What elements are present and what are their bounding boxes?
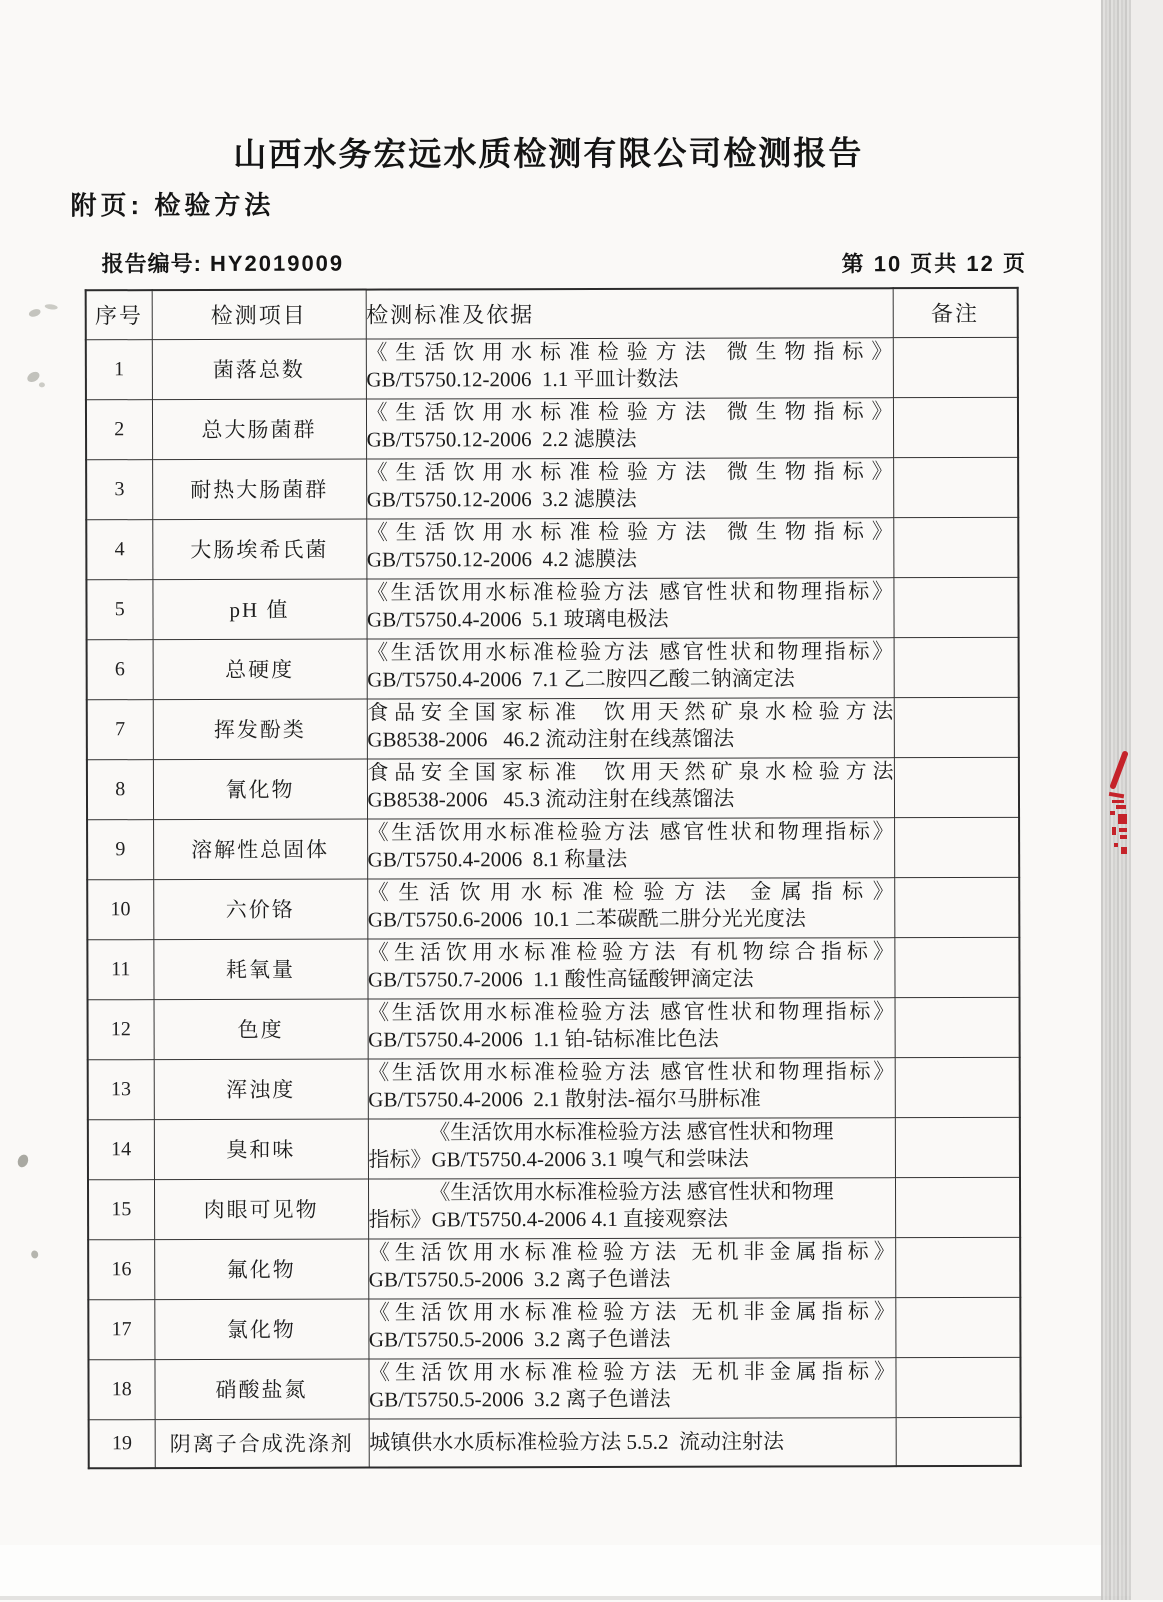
methods-table bbox=[85, 287, 1022, 1469]
standard-cell bbox=[368, 1057, 895, 1118]
test-item-cell: 氰化物 bbox=[153, 759, 367, 820]
standard-cell bbox=[366, 397, 893, 458]
standard-line-1: 《生活饮用水标准检验方法 无机非金属指标》 bbox=[368, 1358, 896, 1385]
standard-line-2: GB/T5750.5-2006 3.2 离子色谱法 bbox=[368, 1266, 671, 1292]
standard-cell bbox=[367, 817, 894, 878]
remark-cell bbox=[895, 1117, 1020, 1177]
test-item-cell: 总硬度 bbox=[153, 639, 367, 700]
standard-cell bbox=[368, 1177, 895, 1238]
methods-table-body bbox=[86, 337, 1021, 1468]
row-index-cell: 8 bbox=[87, 759, 153, 819]
col-header-standard: 检测标准及依据 bbox=[366, 288, 893, 338]
row-index-cell: 10 bbox=[87, 879, 153, 939]
standard-cell bbox=[369, 1417, 896, 1467]
standard-line-2: GB/T5750.5-2006 3.2 离子色谱法 bbox=[369, 1386, 671, 1412]
standard-line-1: 食品安全国家标准 饮用天然矿泉水检验方法 bbox=[367, 758, 894, 785]
standard-line-2: 指标》GB/T5750.4-2006 4.1 直接观察法 bbox=[368, 1206, 728, 1232]
standard-cell bbox=[368, 1237, 895, 1298]
table-row bbox=[87, 637, 1019, 699]
table-row bbox=[87, 877, 1019, 939]
standard-cell bbox=[367, 697, 894, 758]
test-item-cell: 六价铬 bbox=[153, 879, 367, 940]
remark-cell bbox=[893, 517, 1018, 577]
standard-line-1: 《生活饮用水标准检验方法 无机非金属指标》 bbox=[368, 1238, 895, 1265]
row-index-cell: 13 bbox=[88, 1059, 154, 1119]
row-index-cell: 3 bbox=[86, 459, 152, 519]
standard-cell bbox=[366, 577, 893, 638]
table-row bbox=[86, 457, 1018, 519]
row-index-cell: 11 bbox=[87, 939, 153, 999]
row-index-cell: 19 bbox=[89, 1419, 155, 1468]
row-index-cell: 7 bbox=[87, 699, 153, 759]
standard-line-2: GB/T5750.12-2006 4.2 滤膜法 bbox=[366, 546, 637, 572]
standard-line-1: 《生活饮用水标准检验方法 微生物指标》 bbox=[366, 458, 893, 485]
report-number-label: 报告编号: bbox=[101, 250, 202, 277]
standard-line-2: GB/T5750.4-2006 8.1 称量法 bbox=[367, 846, 628, 872]
test-item-cell: 耐热大肠菌群 bbox=[152, 459, 366, 520]
test-item-cell: pH 值 bbox=[152, 579, 366, 640]
table-row bbox=[88, 1177, 1020, 1239]
standard-cell bbox=[366, 337, 893, 398]
standard-line-1: 城镇供水水质标准检验方法 5.5.2 流动注射法 bbox=[369, 1429, 784, 1455]
col-header-index: 序号 bbox=[86, 290, 152, 339]
standard-cell bbox=[368, 1297, 895, 1358]
standard-line-2: GB/T5750.5-2006 3.2 离子色谱法 bbox=[368, 1326, 671, 1352]
standard-line-2: GB/T5750.7-2006 1.1 酸性高锰酸钾滴定法 bbox=[367, 966, 754, 992]
table-row bbox=[87, 937, 1019, 999]
remark-cell bbox=[894, 877, 1019, 937]
report-number-value: HY2019009 bbox=[209, 250, 345, 276]
standard-line-1: 《生活饮用水标准检验方法 无机非金属指标》 bbox=[368, 1298, 895, 1325]
remark-cell bbox=[894, 937, 1019, 997]
row-index-cell: 12 bbox=[88, 999, 154, 1059]
row-index-cell: 15 bbox=[88, 1179, 154, 1239]
test-item-cell: 色度 bbox=[154, 999, 368, 1060]
remark-cell bbox=[893, 457, 1018, 517]
table-row bbox=[87, 817, 1019, 879]
row-index-cell: 2 bbox=[86, 399, 152, 459]
remark-cell bbox=[894, 637, 1019, 697]
test-item-cell: 菌落总数 bbox=[152, 339, 366, 400]
remark-cell bbox=[895, 1297, 1020, 1357]
paper-speck bbox=[28, 308, 42, 318]
remark-cell bbox=[894, 817, 1019, 877]
standard-cell bbox=[368, 1357, 895, 1418]
test-item-cell: 氟化物 bbox=[154, 1239, 368, 1300]
table-row bbox=[89, 1417, 1021, 1468]
paper-speck bbox=[31, 1250, 39, 1259]
standard-line-1: 《生活饮用水标准检验方法 感官性状和物理指标》 bbox=[366, 578, 893, 605]
page-indicator: 第 10 页共 12 页 bbox=[841, 250, 1028, 277]
attachment-subtitle: 附页: 检验方法 bbox=[70, 189, 275, 221]
paper-speck bbox=[16, 1153, 30, 1169]
remark-cell bbox=[895, 1177, 1020, 1237]
table-row bbox=[86, 517, 1018, 579]
standard-line-1: 《生活饮用水标准检验方法 微生物指标》 bbox=[366, 338, 893, 365]
row-index-cell: 9 bbox=[87, 819, 153, 879]
standard-cell bbox=[368, 1117, 895, 1178]
standard-line-2: 指标》GB/T5750.4-2006 3.1 嗅气和尝味法 bbox=[368, 1146, 749, 1172]
remark-cell bbox=[895, 1357, 1020, 1417]
standard-line-1: 《生活饮用水标准检验方法 感官性状和物理 bbox=[429, 1118, 834, 1144]
standard-cell bbox=[366, 517, 893, 578]
standard-line-2: GB/T5750.6-2006 10.1 二苯碳酰二肼分光光度法 bbox=[367, 905, 806, 932]
standard-line-2: GB/T5750.12-2006 3.2 滤膜法 bbox=[366, 486, 637, 512]
table-row bbox=[88, 1357, 1020, 1419]
row-index-cell: 16 bbox=[88, 1239, 154, 1299]
standard-line-1: 《生活饮用水标准检验方法 感官性状和物理指标》 bbox=[368, 998, 895, 1025]
paper-speck bbox=[39, 382, 45, 387]
standard-line-1: 《生活饮用水标准检验方法 感官性状和物理 bbox=[429, 1178, 834, 1204]
standard-cell bbox=[367, 637, 894, 698]
standard-line-2: GB8538-2006 45.3 流动注射在线蒸馏法 bbox=[367, 786, 735, 812]
remark-cell bbox=[895, 997, 1020, 1057]
remark-cell bbox=[893, 577, 1018, 637]
remark-cell bbox=[894, 757, 1019, 817]
standard-line-1: 《生活饮用水标准检验方法 微生物指标》 bbox=[366, 518, 893, 545]
standard-cell bbox=[367, 877, 894, 938]
test-item-cell: 耗氧量 bbox=[153, 939, 367, 1000]
table-row bbox=[86, 577, 1018, 639]
standard-cell bbox=[368, 997, 895, 1058]
standard-line-2: GB/T5750.12-2006 1.1 平皿计数法 bbox=[366, 366, 679, 392]
methods-table-header bbox=[86, 288, 1018, 339]
red-stamp-fragment bbox=[1102, 750, 1129, 868]
table-row bbox=[88, 1117, 1020, 1179]
row-index-cell: 1 bbox=[86, 339, 152, 399]
table-row bbox=[88, 997, 1020, 1059]
row-index-cell: 17 bbox=[88, 1299, 154, 1359]
remark-cell bbox=[896, 1417, 1021, 1466]
table-row bbox=[88, 1297, 1020, 1359]
table-row bbox=[86, 397, 1018, 459]
standard-line-2: GB/T5750.4-2006 5.1 玻璃电极法 bbox=[366, 606, 669, 632]
table-row bbox=[88, 1237, 1020, 1299]
table-row bbox=[86, 337, 1018, 399]
standard-line-1: 《生活饮用水标准检验方法 金属指标》 bbox=[367, 878, 894, 905]
row-index-cell: 14 bbox=[88, 1119, 154, 1179]
col-header-remark: 备注 bbox=[893, 288, 1018, 337]
row-index-cell: 4 bbox=[86, 519, 152, 579]
table-row bbox=[87, 697, 1019, 759]
test-item-cell: 大肠埃希氏菌 bbox=[152, 519, 366, 580]
remark-cell bbox=[893, 337, 1018, 397]
remark-cell bbox=[893, 397, 1018, 457]
standard-line-1: 《生活饮用水标准检验方法 感官性状和物理指标》 bbox=[368, 1058, 895, 1085]
test-item-cell: 浑浊度 bbox=[154, 1059, 368, 1120]
report-number-line bbox=[102, 247, 345, 279]
test-item-cell: 挥发酚类 bbox=[153, 699, 367, 760]
header-row bbox=[86, 288, 1018, 339]
standard-line-2: GB/T5750.4-2006 7.1 乙二胺四乙酸二钠滴定法 bbox=[367, 665, 795, 692]
test-item-cell: 溶解性总固体 bbox=[153, 819, 367, 880]
standard-line-1: 《生活饮用水标准检验方法 感官性状和物理指标》 bbox=[367, 638, 894, 665]
col-header-item: 检测项目 bbox=[152, 290, 366, 340]
row-index-cell: 6 bbox=[87, 639, 153, 699]
standard-line-2: GB8538-2006 46.2 流动注射在线蒸馏法 bbox=[367, 726, 735, 752]
row-index-cell: 5 bbox=[86, 579, 152, 639]
test-item-cell: 总大肠菌群 bbox=[152, 399, 366, 460]
standard-line-1: 《生活饮用水标准检验方法 有机物综合指标》 bbox=[367, 938, 894, 965]
standard-line-1: 《生活饮用水标准检验方法 感官性状和物理指标》 bbox=[367, 818, 894, 845]
test-item-cell: 氯化物 bbox=[154, 1299, 368, 1360]
standard-cell bbox=[367, 937, 894, 998]
scan-edge-light bbox=[1131, 0, 1163, 1600]
remark-cell bbox=[894, 697, 1019, 757]
standard-line-2: GB/T5750.4-2006 2.1 散射法-福尔马肼标准 bbox=[368, 1086, 761, 1112]
standard-cell bbox=[366, 457, 893, 518]
row-index-cell: 18 bbox=[88, 1359, 154, 1419]
test-item-cell: 肉眼可见物 bbox=[154, 1179, 368, 1240]
remark-cell bbox=[895, 1237, 1020, 1297]
standard-cell bbox=[367, 757, 894, 818]
standard-line-1: 食品安全国家标准 饮用天然矿泉水检验方法 bbox=[367, 698, 894, 725]
test-item-cell: 硝酸盐氮 bbox=[154, 1359, 368, 1420]
scan-bottom-edge bbox=[0, 1545, 1163, 1600]
standard-line-1: 《生活饮用水标准检验方法 微生物指标》 bbox=[366, 398, 893, 425]
standard-line-2: GB/T5750.4-2006 1.1 铂-钴标准比色法 bbox=[368, 1026, 719, 1052]
table-row bbox=[88, 1057, 1020, 1119]
remark-cell bbox=[895, 1057, 1020, 1117]
standard-line-2: GB/T5750.12-2006 2.2 滤膜法 bbox=[366, 426, 637, 452]
test-item-cell: 阴离子合成洗涤剂 bbox=[155, 1419, 369, 1469]
report-title: 山西水务宏远水质检测有限公司检测报告 bbox=[233, 134, 864, 173]
red-stamp-strokes bbox=[1102, 750, 1129, 868]
test-item-cell: 臭和味 bbox=[154, 1119, 368, 1180]
paper-speck bbox=[26, 370, 42, 384]
table-row bbox=[87, 757, 1019, 819]
paper-speck bbox=[44, 304, 58, 311]
